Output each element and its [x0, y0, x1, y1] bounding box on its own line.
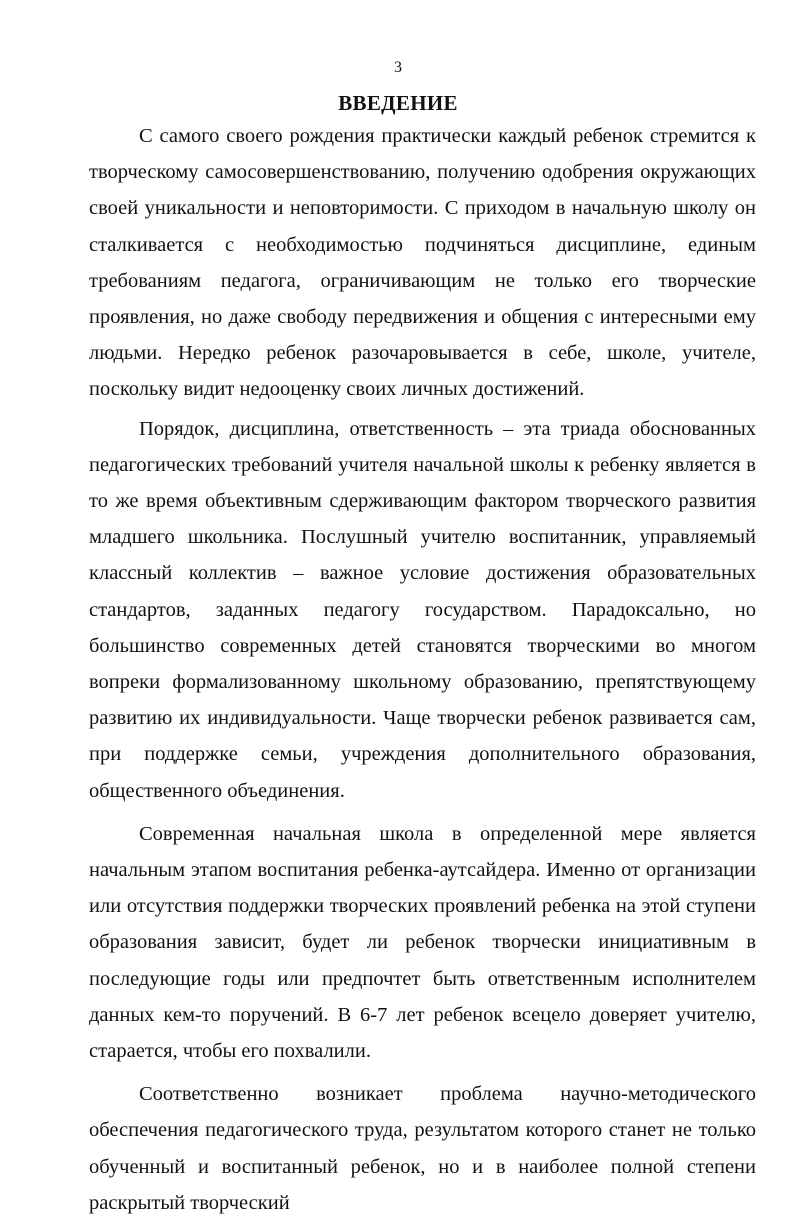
paragraph-4: Соответственно возникает проблема научно-методического обеспечения педагогического труда, результатом которого станет не только обученный и воспитанный ребенок, но и в наиболее полной степени раскрытый творческий	[89, 1083, 756, 1214]
paragraph-2: Порядок, дисциплина, ответственность – эта триада обоснованных педагогических требований учителя начальной школы к ребенку является в то же время объективным сдерживающим фактором творческого развития младшего школьника. Послушный учителю воспитанник, управляемый классный коллектив – важное условие достижения образовательных стандартов, заданных педагогу государством. Парадоксально, но большинство современных детей становятся творческими во многом вопреки формализованному школьному образованию, препятствующему развитию их индивидуальности. Чаще творчески ребенок развивается сам, при поддержке семьи, учреждения дополнительного образования, общественного объединения.	[89, 417, 756, 802]
body-text	[89, 118, 756, 1221]
paragraph-3: Современная начальная школа в определенной мере является начальным этапом воспитания ребенка-аутсайдера. Именно от организации или отсутствия поддержки творческих проявлений ребенка на этой ступени образования зависит, будет ли ребенок творчески инициативным в последующие годы или предпочтет быть ответственным исполнителем данных кем-то поручений. В 6-7 лет ребенок всецело доверяет учителю, старается, чтобы его похвалили.	[89, 822, 756, 1063]
paragraph-1: С самого своего рождения практически каждый ребенок стремится к творческому самосовершенствованию, получению одобрения окружающих своей уникальности и неповторимости. С приходом в начальную школу он сталкивается с необходимостью подчиняться дисциплине, единым требованиям педагога, ограничивающим не только его творческие проявления, но даже свободу передвижения и общения с интересными ему людьми. Нередко ребенок разочаровывается в себе, школе, учителе, поскольку видит недооценку своих личных достижений.	[89, 125, 756, 401]
page-title: ВВЕДЕНИЕ	[338, 91, 458, 115]
page-number: 3	[394, 59, 402, 76]
